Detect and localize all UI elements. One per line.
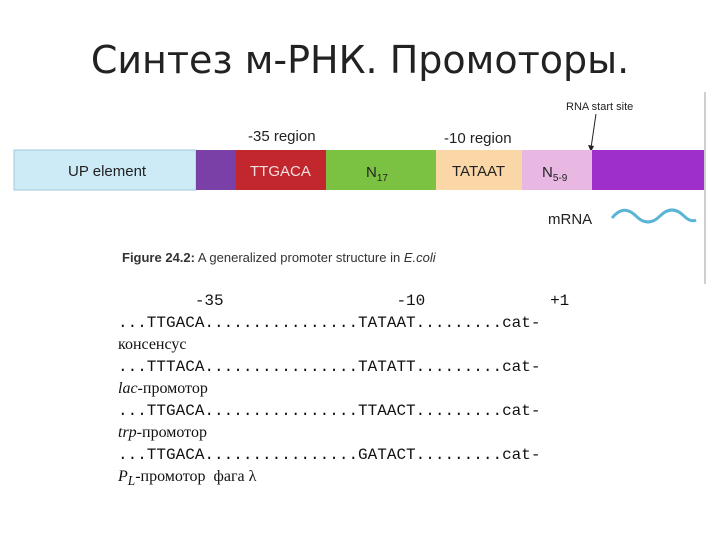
sequence-lac: ...TTTACA................TATATT.........cat- bbox=[118, 358, 541, 376]
position-header: -35 -10 +1 bbox=[118, 292, 570, 310]
region-35-label: -35 region bbox=[248, 128, 316, 145]
caption-italic: E.coli bbox=[403, 250, 436, 265]
region-10-label: -10 region bbox=[444, 130, 512, 147]
caption-bold: Figure 24.2: bbox=[122, 250, 195, 265]
spacer-purple-segment bbox=[196, 150, 236, 190]
label-pl-p: P bbox=[118, 468, 128, 485]
transcribed-tail-segment bbox=[592, 150, 704, 190]
label-pl bbox=[118, 466, 256, 492]
n17-label: $N_{17}$ bbox=[366, 164, 388, 184]
caption-text: A generalized promoter structure in bbox=[194, 250, 404, 265]
sequence-pl: ...TTGACA................GATACT.........cat- bbox=[118, 446, 541, 464]
slide-title: Синтез м-РНК. Промоторы. bbox=[90, 38, 630, 82]
box-35-label: TTGACA bbox=[250, 163, 311, 180]
label-pl-rest: -промотор фага λ bbox=[135, 468, 257, 485]
mrna-wave bbox=[612, 210, 696, 222]
label-lac-rest: -промотор bbox=[137, 380, 208, 397]
figure-right-border bbox=[704, 92, 706, 284]
mrna-label: mRNA bbox=[548, 211, 593, 228]
n17-segment bbox=[326, 150, 436, 190]
label-lac bbox=[118, 378, 208, 400]
n59-segment bbox=[522, 150, 592, 190]
up-element-label: UP element bbox=[68, 163, 147, 180]
label-pl-sub: L bbox=[127, 473, 136, 489]
box-10-label: TATAAT bbox=[452, 163, 506, 180]
label-trp-rest: -промотор bbox=[136, 424, 207, 441]
figure-caption bbox=[122, 250, 436, 265]
sequence-trp: ...TTGACA................TTAACT.........cat- bbox=[118, 402, 541, 420]
label-trp-italic: trp bbox=[118, 424, 137, 441]
label-consensus: консенсус bbox=[118, 336, 187, 353]
n59-label: $N_{5-9}$ bbox=[542, 164, 568, 184]
sequence-consensus: ...TTGACA................TATAAT.........cat- bbox=[118, 314, 541, 332]
rna-start-line bbox=[591, 114, 596, 148]
label-trp bbox=[118, 422, 207, 444]
label-lac-italic: lac bbox=[118, 380, 138, 397]
rna-start-label: RNA start site bbox=[566, 101, 634, 113]
